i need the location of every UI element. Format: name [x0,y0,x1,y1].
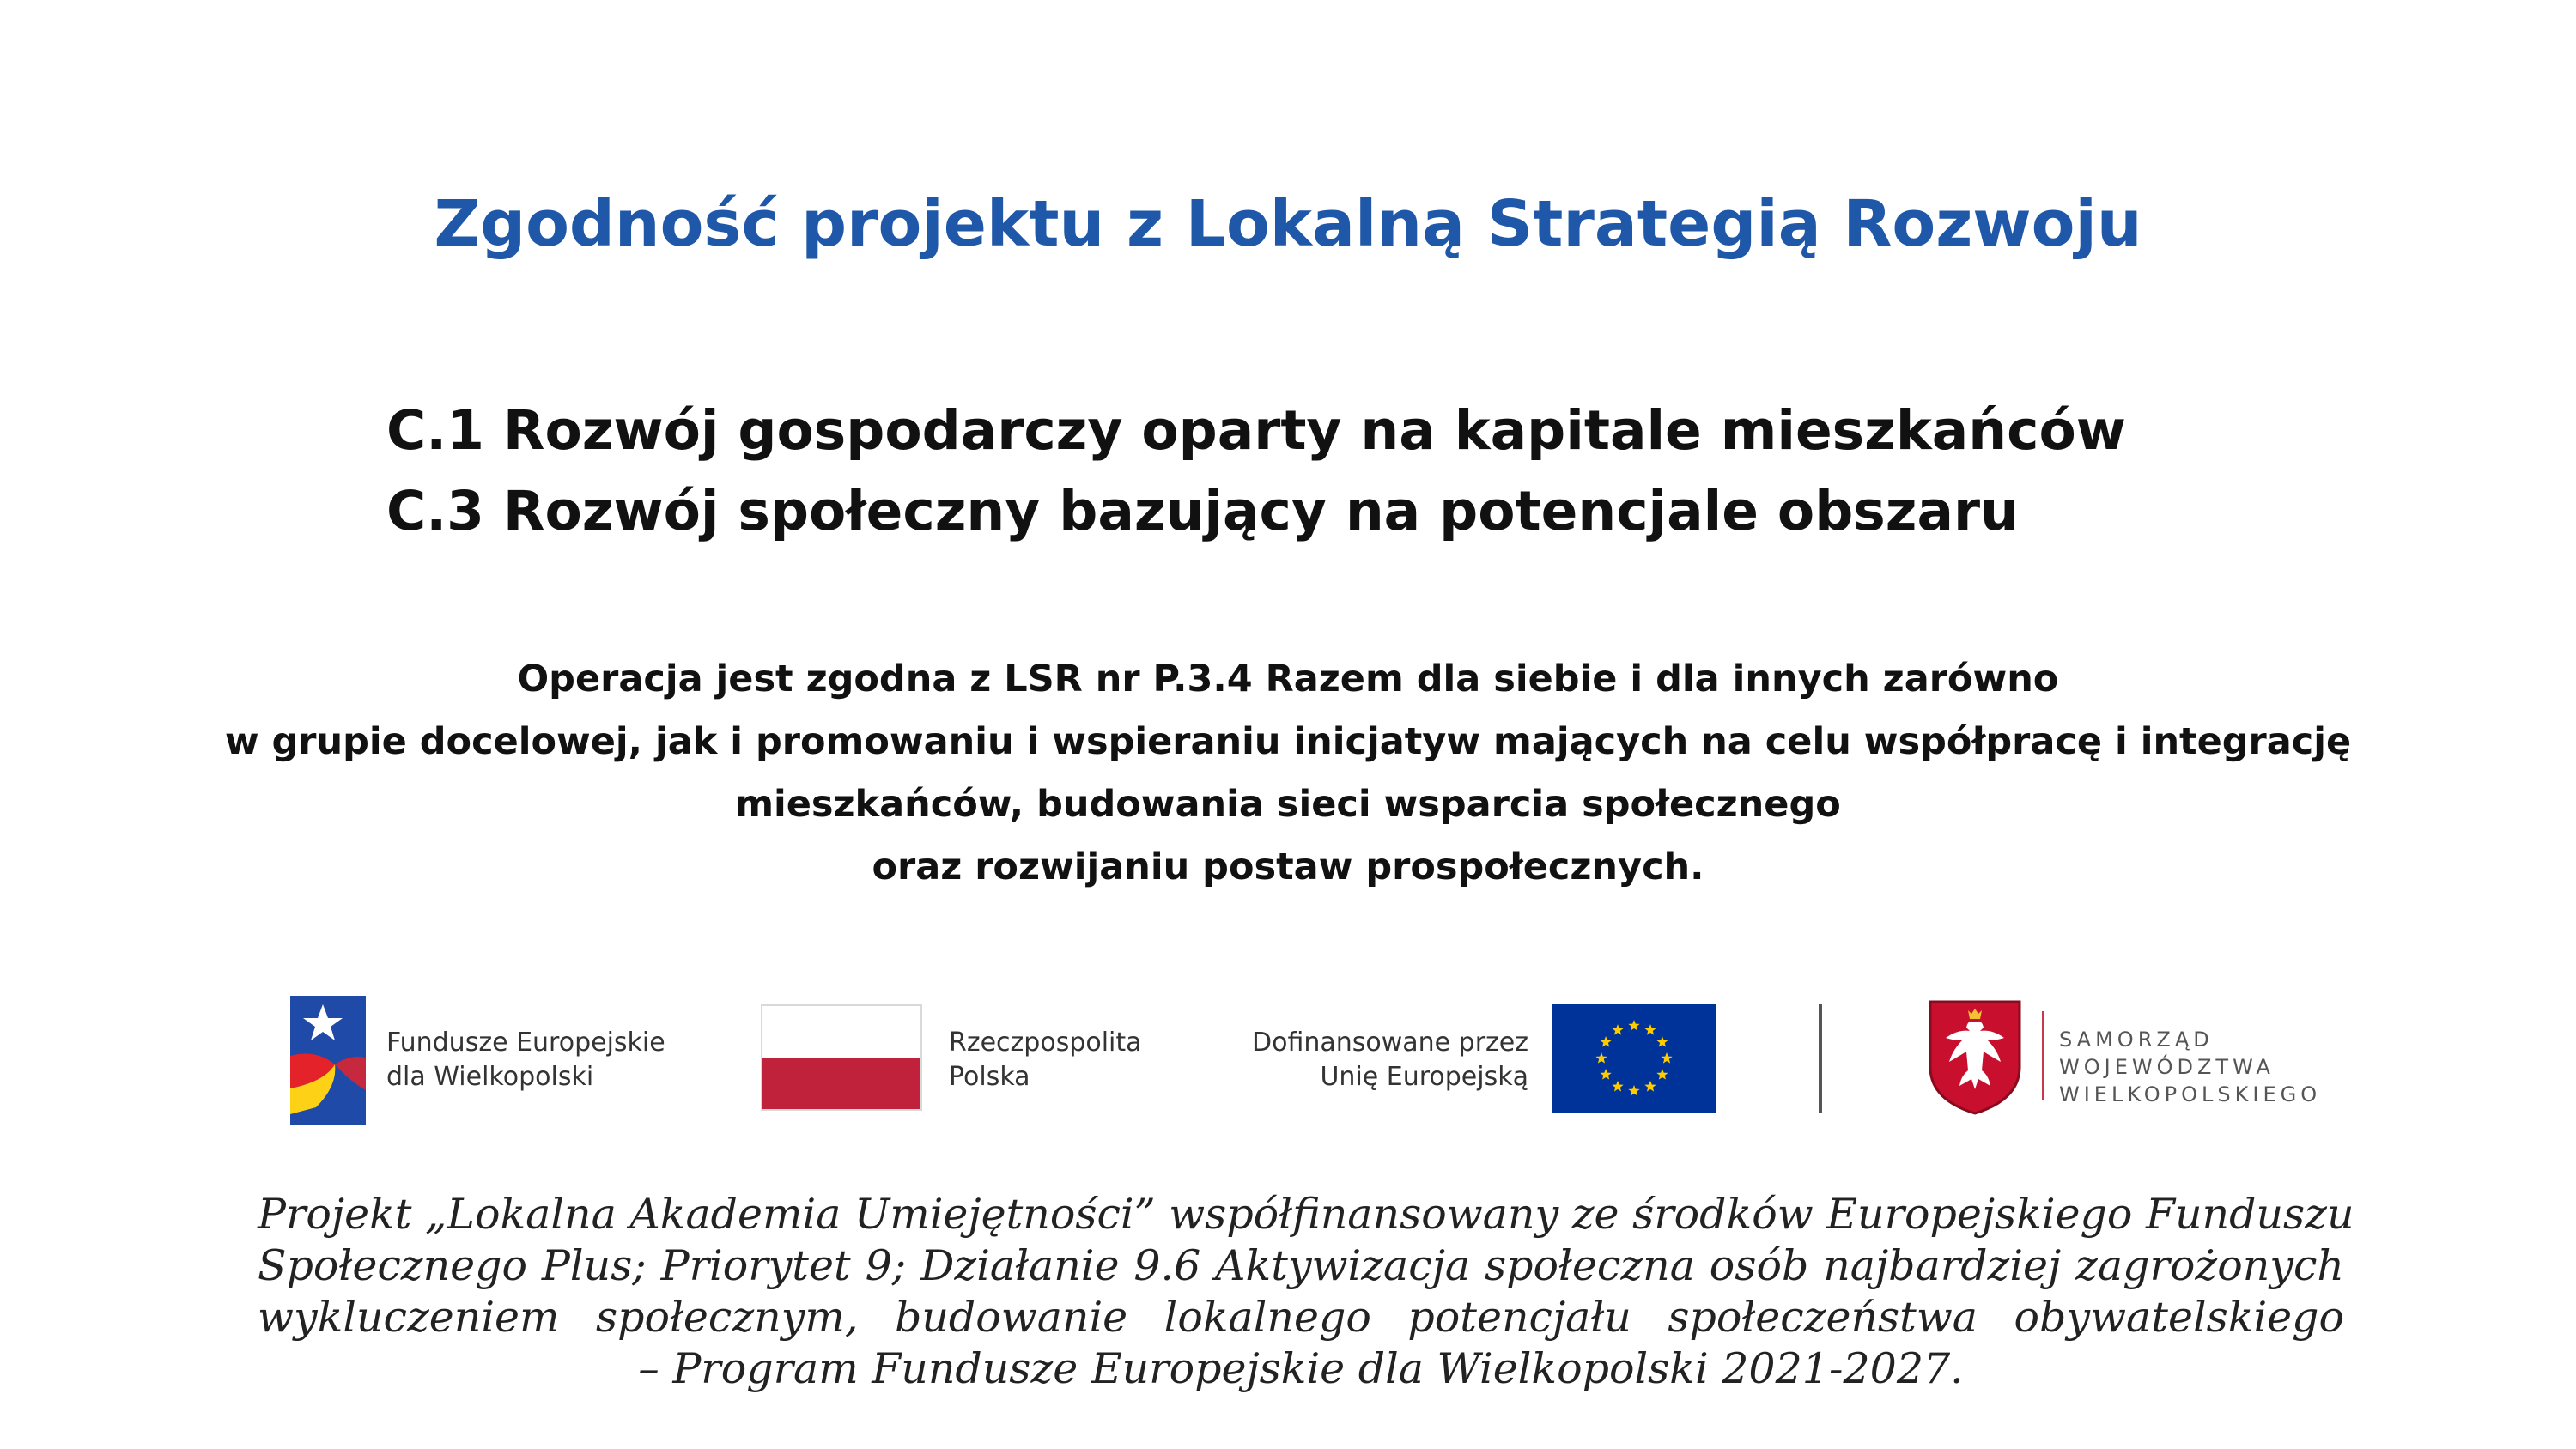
footer-line: Projekt „Lokalna Akademia Umiejętności” współfinansowany ze środków Europejskiego Funduszu [258,1190,2354,1239]
swp-logo-text [2059,1026,2321,1108]
funding-logos [0,987,2576,1142]
swp-line-2: WOJEWÓDZTWA [2059,1055,2275,1079]
poland-flag-icon [761,1004,922,1111]
goal-c3: C.3 Rozwój społeczny bazujący na potencjale obszaru [386,480,2019,543]
fe-logo-icon [290,996,366,1125]
swp-line-3: WIELKOPOLSKIEGO [2059,1082,2322,1106]
eu-line-2: Unię Europejską [1320,1062,1528,1092]
eu-flag-icon [1552,1004,1716,1113]
footer-line: – Program Fundusze Europejskie dla Wielkopolski 2021-2027. [638,1344,1964,1393]
pl-line-1: Rzeczpospolita [949,1028,1142,1058]
eagle-crest-icon [1929,1000,2021,1115]
operation-line: Operacja jest zgodna z LSR nr P.3.4 Razem dla siebie i dla innych zarówno [517,658,2059,700]
pl-logo-text [949,1026,1142,1094]
footer-line: Społecznego Plus; Priorytet 9; Działanie 9.6 Aktywizacja społeczna osób najbardziej zagrożonych [258,1241,2344,1290]
page-title: Zgodność projektu z Lokalną Strategią Rozwoju [434,187,2142,261]
operation-line: mieszkańców, budowania sieci wsparcia społecznego [735,783,1841,826]
logo-divider [1819,1004,1822,1113]
eu-logo-text [1185,1026,1528,1094]
operation-line: w grupie docelowej, jak i promowaniu i wspieraniu inicjatyw mających na celu współpracę i integrację [224,720,2352,763]
project-footer [258,1189,2354,1395]
goal-c1: C.1 Rozwój gospodarczy oparty na kapitale mieszkańców [386,399,2126,462]
operation-statement [0,648,2576,899]
fe-logo-text [386,1026,665,1094]
pl-line-2: Polska [949,1062,1030,1092]
operation-line: oraz rozwijaniu postaw prospołecznych. [872,846,1704,888]
crest-rule [2042,1011,2044,1100]
fe-line-2: dla Wielkopolski [386,1062,594,1092]
footer-line: wykluczeniem społecznym, budowanie lokalnego potencjału społeczeństwa obywatelskiego [258,1293,2344,1342]
fe-line-1: Fundusze Europejskie [386,1028,665,1058]
strategy-goals [386,391,2275,552]
swp-line-1: SAMORZĄD [2059,1028,2214,1052]
eu-line-1: Dofinansowane przez [1251,1028,1528,1058]
